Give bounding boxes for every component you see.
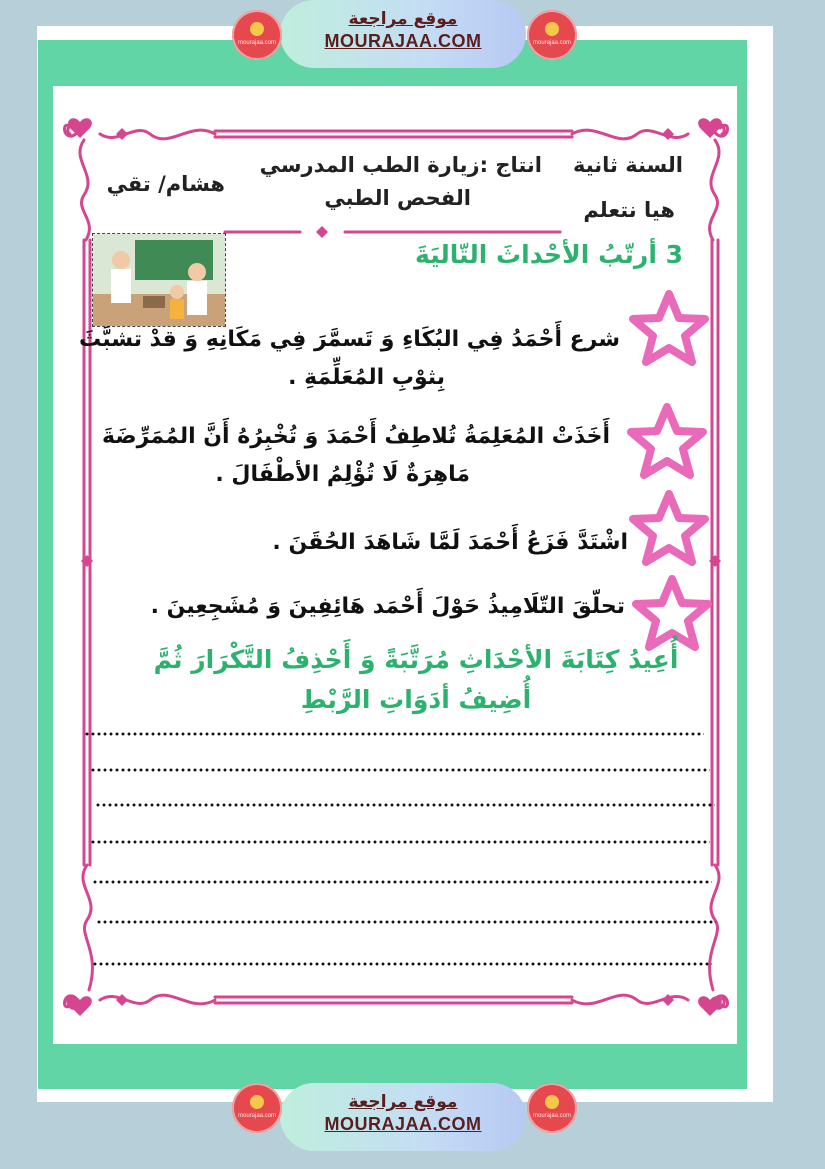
classroom-illustration — [92, 233, 226, 327]
writing-line[interactable] — [92, 880, 712, 884]
instruction-text — [140, 640, 692, 720]
banner-latin: MOURAJAA.COM — [324, 1114, 482, 1134]
banner-arabic: موقع مراجعة — [348, 1092, 458, 1112]
star-icon[interactable] — [627, 290, 711, 366]
book-label: هيا نتعلم — [583, 198, 675, 222]
writing-line[interactable] — [90, 840, 710, 844]
subject-label: انتاج :زيارة الطب المدرسي — [259, 153, 542, 177]
banner-latin: MOURAJAA.COM — [324, 31, 482, 51]
star-icon[interactable] — [627, 490, 711, 566]
event-2-line-1: أَخَذَتْ المُعَلِمَةُ تُلاطِفُ أَحْمَدَ وَ تُخْبِرُهُ أَنَّ المُمَرِّضَةَ — [102, 424, 610, 449]
instruction-line-2: أُضِيفُ أدَوَاتِ الرَّبْطِ — [300, 685, 532, 714]
logo-icon: mourajaa.com — [527, 1083, 577, 1133]
star-icon[interactable] — [625, 403, 709, 479]
exercise-title: 3 أرتّبُ الأحْداثَ التّاليَةَ — [415, 240, 683, 269]
writing-line[interactable] — [84, 732, 704, 736]
instruction-line-1: أُعِيدُ كِتَابَةَ الأحْدَاثِ مُرَتَّبَةً وَ أَحْذِفُ التَّكْرَارَ ثُمَّ — [153, 645, 679, 674]
site-banner-bottom[interactable] — [280, 1083, 526, 1151]
writing-line[interactable] — [90, 768, 710, 772]
writing-line[interactable] — [92, 962, 712, 966]
logo-icon: mourajaa.com — [232, 1083, 282, 1133]
event-1-line-2: بِثوْبِ المُعَلِّمَةِ . — [288, 365, 445, 390]
logo-icon: mourajaa.com — [527, 10, 577, 60]
author-label: هشام/ تقي — [106, 172, 225, 196]
site-banner-top[interactable] — [280, 0, 526, 68]
logo-icon: mourajaa.com — [232, 10, 282, 60]
writing-line[interactable] — [96, 920, 716, 924]
writing-line[interactable] — [95, 803, 715, 807]
event-2-line-2: مَاهِرَةٌ لَا تُؤْلِمُ الأطْفَالَ . — [215, 462, 470, 487]
event-1-line-1: شرع أَحْمَدُ فِي البُكَاءِ وَ تَسمَّرَ فِي مَكَانِهِ وَ قدْ تشبَّثَ — [79, 327, 620, 352]
event-4: تحلّقَ التّلَامِيذُ حَوْلَ أَحْمَد هَائِفِينَ وَ مُشَجِعِينَ . — [150, 594, 625, 619]
grade-label: السنة ثانية — [572, 153, 683, 177]
topic-label: الفحص الطبي — [324, 186, 471, 210]
banner-arabic: موقع مراجعة — [348, 9, 458, 29]
event-3: اشْتَدَّ فَزَعُ أَحْمَدَ لَمَّا شَاهَدَ الحُقَنَ . — [272, 530, 628, 555]
